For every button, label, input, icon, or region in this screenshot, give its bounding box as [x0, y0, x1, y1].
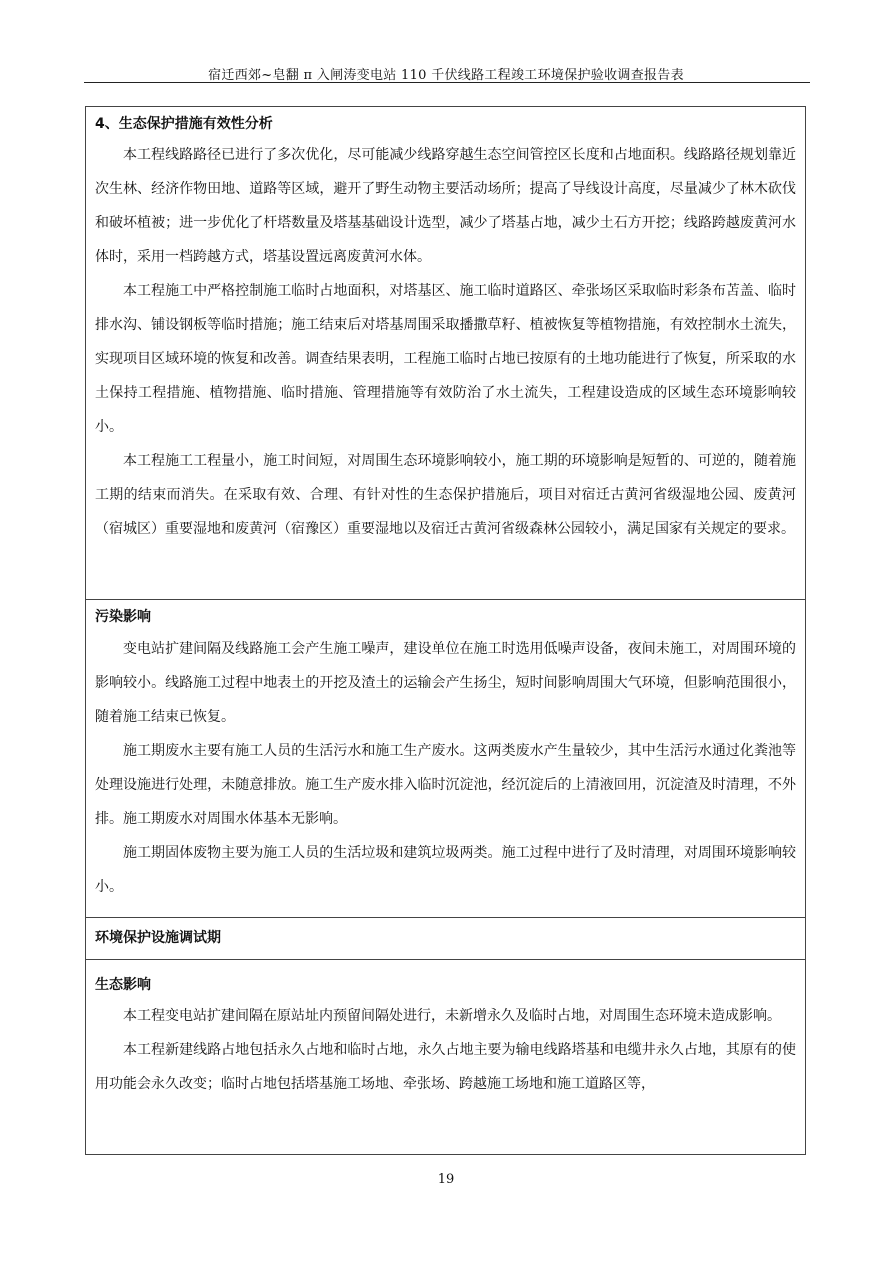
section-title: 污染影响	[95, 609, 151, 625]
paragraph: 变电站扩建间隔及线路施工会产生施工噪声，建设单位在施工时选用低噪声设备，夜间未施工，对周围环境的影响较小。线路施工过程中地表土的开挖及渣土的运输会产生扬尘，短时间影响周围大气环境，但影响范围很小，随着施工结束已恢复。	[95, 641, 796, 725]
paragraph: 本工程新建线路占地包括永久占地和临时占地，永久占地主要为输电线路塔基和电缆井永久占地，其原有的使用功能会永久改变；临时占地包括塔基施工场地、牵张场、跨越施工场地和施工道路区等，	[95, 1042, 796, 1092]
paragraph: 本工程变电站扩建间隔在原站址内预留间隔处进行，未新增永久及临时占地，对周围生态环境未造成影响。	[123, 1008, 781, 1024]
header-rule	[84, 82, 810, 83]
page-number: 19	[437, 1172, 455, 1187]
report-table	[85, 106, 806, 1155]
page-header: 宿迁西郊~皂翻 π 入闸涛变电站 110 千伏线路工程竣工环境保护验收调查报告表	[208, 68, 684, 83]
section-pollution-impact	[86, 600, 805, 918]
paragraph: 施工期固体废物主要为施工人员的生活垃圾和建筑垃圾两类。施工过程中进行了及时清理，对周围环境影响较小。	[95, 845, 796, 895]
paragraph: 本工程线路路径已进行了多次优化，尽可能减少线路穿越生态空间管控区长度和占地面积。线路路径规划靠近次生林、经济作物田地、道路等区域，避开了野生动物主要活动场所；提高了导线设计高度，尽量减少了林木砍伐和破坏植被；进一步优化了杆塔数量及塔基基础设计选型，减少了塔基占地，减少土石方开挖；线路跨越废黄河水体时，采用一档跨越方式，塔基设置远离废黄河水体。	[95, 147, 796, 265]
paragraph: 本工程施工工程量小，施工时间短，对周围生态环境影响较小，施工期的环境影响是短暂的、可逆的，随着施工期的结束而消失。在采取有效、合理、有针对性的生态保护措施后，项目对宿迁古黄河省级湿地公园、废黄河（宿城区）重要湿地和废黄河（宿豫区）重要湿地以及宿迁古黄河省级森林公园较小，满足国家有关规定的要求。	[95, 453, 796, 537]
section-title: 环境保护设施调试期	[95, 930, 221, 946]
paragraph: 施工期废水主要有施工人员的生活污水和施工生产废水。这两类废水产生量较少，其中生活污水通过化粪池等处理设施进行处理，未随意排放。施工生产废水排入临时沉淀池，经沉淀后的上清液回用，沉淀渣及时清理，不外排。施工期废水对周围水体基本无影响。	[95, 743, 796, 827]
section-title: 4、生态保护措施有效性分析	[95, 116, 273, 132]
paragraph: 本工程施工中严格控制施工临时占地面积，对塔基区、施工临时道路区、牵张场区采取临时彩条布苫盖、临时排水沟、铺设钢板等临时措施；施工结束后对塔基周围采取播撒草籽、植被恢复等植物措施，有效控制水土流失，实现项目区域环境的恢复和改善。调查结果表明，工程施工临时占地已按原有的土地功能进行了恢复，所采取的水土保持工程措施、植物措施、临时措施、管理措施等有效防治了水土流失，工程建设造成的区域生态环境影响较小。	[95, 283, 796, 435]
section-ecological-effectiveness	[86, 107, 805, 600]
section-commissioning-period	[86, 918, 805, 960]
section-ecological-impact	[86, 960, 805, 1154]
section-title: 生态影响	[95, 977, 151, 993]
